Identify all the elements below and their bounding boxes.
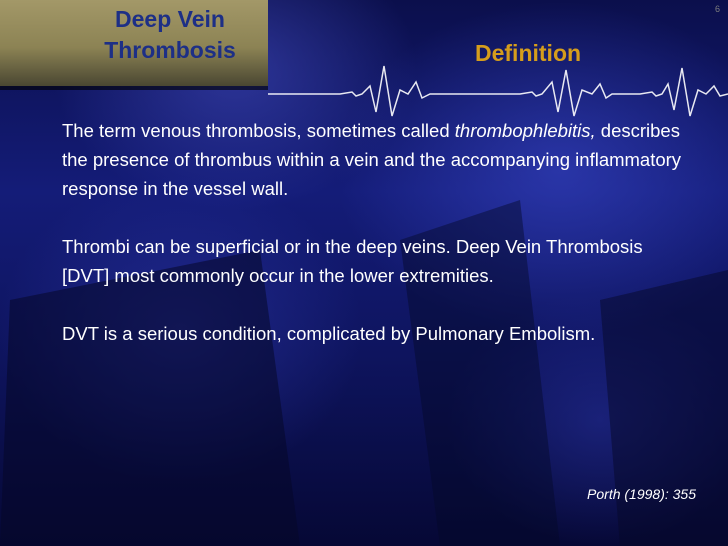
paragraph-definition [62, 116, 682, 203]
slide-title-line1: Deep Vein [115, 6, 225, 32]
citation: Porth (1998): 355 [587, 486, 696, 502]
paragraph-gap [62, 203, 682, 232]
slide-title [80, 4, 260, 66]
ecg-waveform-icon [0, 64, 728, 124]
paragraph-complication: DVT is a serious condition, complicated by Pulmonary Embolism. [62, 323, 596, 344]
paragraph-definition-end: describes the presence of thrombus within a vein and the accompanying inflammatory response in the vessel wall. [62, 120, 682, 199]
paragraph-definition-italic: thrombophlebitis, [454, 120, 596, 141]
slide-body [62, 116, 682, 348]
paragraph-definition-start: The term venous thrombosis, sometimes called [62, 120, 450, 141]
corner-mark: 6 [714, 4, 720, 14]
paragraph-gap [62, 290, 682, 319]
paragraph-location: Thrombi can be superficial or in the deep veins. Deep Vein Thrombosis [DVT] most commonly occur in the lower extremities. [62, 236, 643, 286]
slide-title-line2: Thrombosis [104, 37, 236, 63]
section-heading: Definition [475, 40, 582, 66]
